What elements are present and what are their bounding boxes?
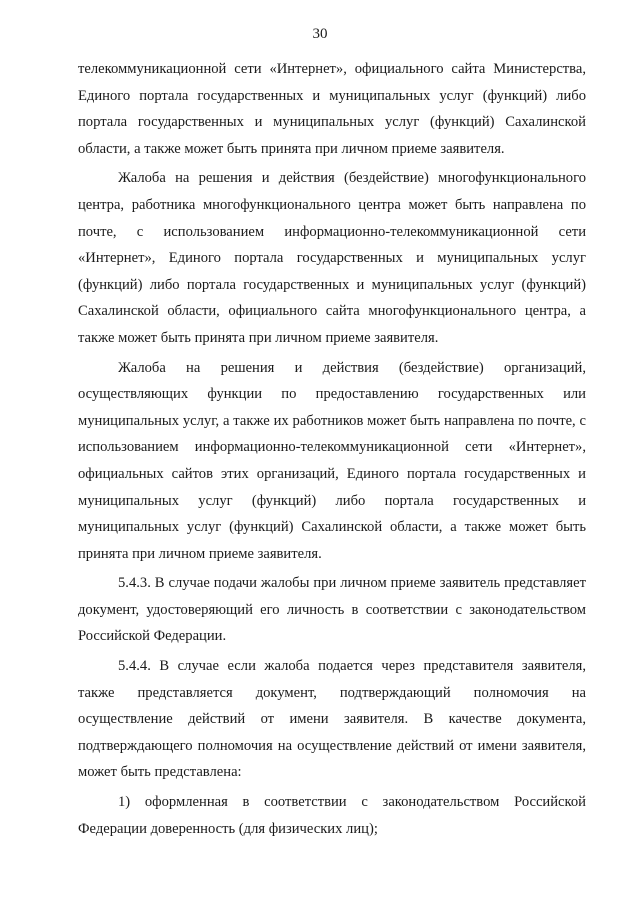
paragraph-5-4-4: 5.4.4. В случае если жалоба подается через представителя заявителя, также представляется документ, подтверждающий полномочия на осуществление действий от имени заявителя. В качестве документа, подтверждающего полномочия на осуществление действий от имени заявителя, может быть представлена: (78, 658, 586, 781)
document-body (78, 56, 586, 842)
paragraph-5-4-3: 5.4.3. В случае подачи жалобы при личном приеме заявитель представляет документ, удостоверяющий его личность в соответствии с законодательством Российской Федерации. (78, 575, 586, 645)
paragraph-continuation: телекоммуникационной сети «Интернет», официального сайта Министерства, Единого портала государственных и муниципальных услуг (функций) либо портала государственных и муниципальных услуг (функций) Сахалинской области, а также может быть принята при личном приеме заявителя. (78, 61, 586, 157)
paragraph-organizations-complaint: Жалоба на решения и действия (бездействие) организаций, осуществляющих функции по предоставлению государственных или муниципальных услуг, а также их работников может быть направлена по почте, с использованием информационно-телекоммуникационной сети «Интернет», официальных сайтов этих организаций, Единого портала государственных и муниципальных услуг (функций) либо портала государственных и муниципальных услуг (функций) Сахалинской области, а также может быть принята при личном приеме заявителя. (78, 359, 586, 562)
paragraph-mfc-complaint: Жалоба на решения и действия (бездействие) многофункционального центра, работника многофункционального центра может быть направлена по почте, с использованием информационно-телекоммуникационной сети «Интернет», Единого портала государственных и муниципальных услуг (функций) либо портала государственных и муниципальных услуг (функций) Сахалинской области, официального сайта многофункционального центра, а также может быть принята при личном приеме заявителя. (78, 170, 586, 346)
paragraph-list-item-1: 1) оформленная в соответствии с законодательством Российской Федерации доверенность (для физических лиц); (78, 794, 586, 837)
page-number: 30 (312, 26, 328, 42)
